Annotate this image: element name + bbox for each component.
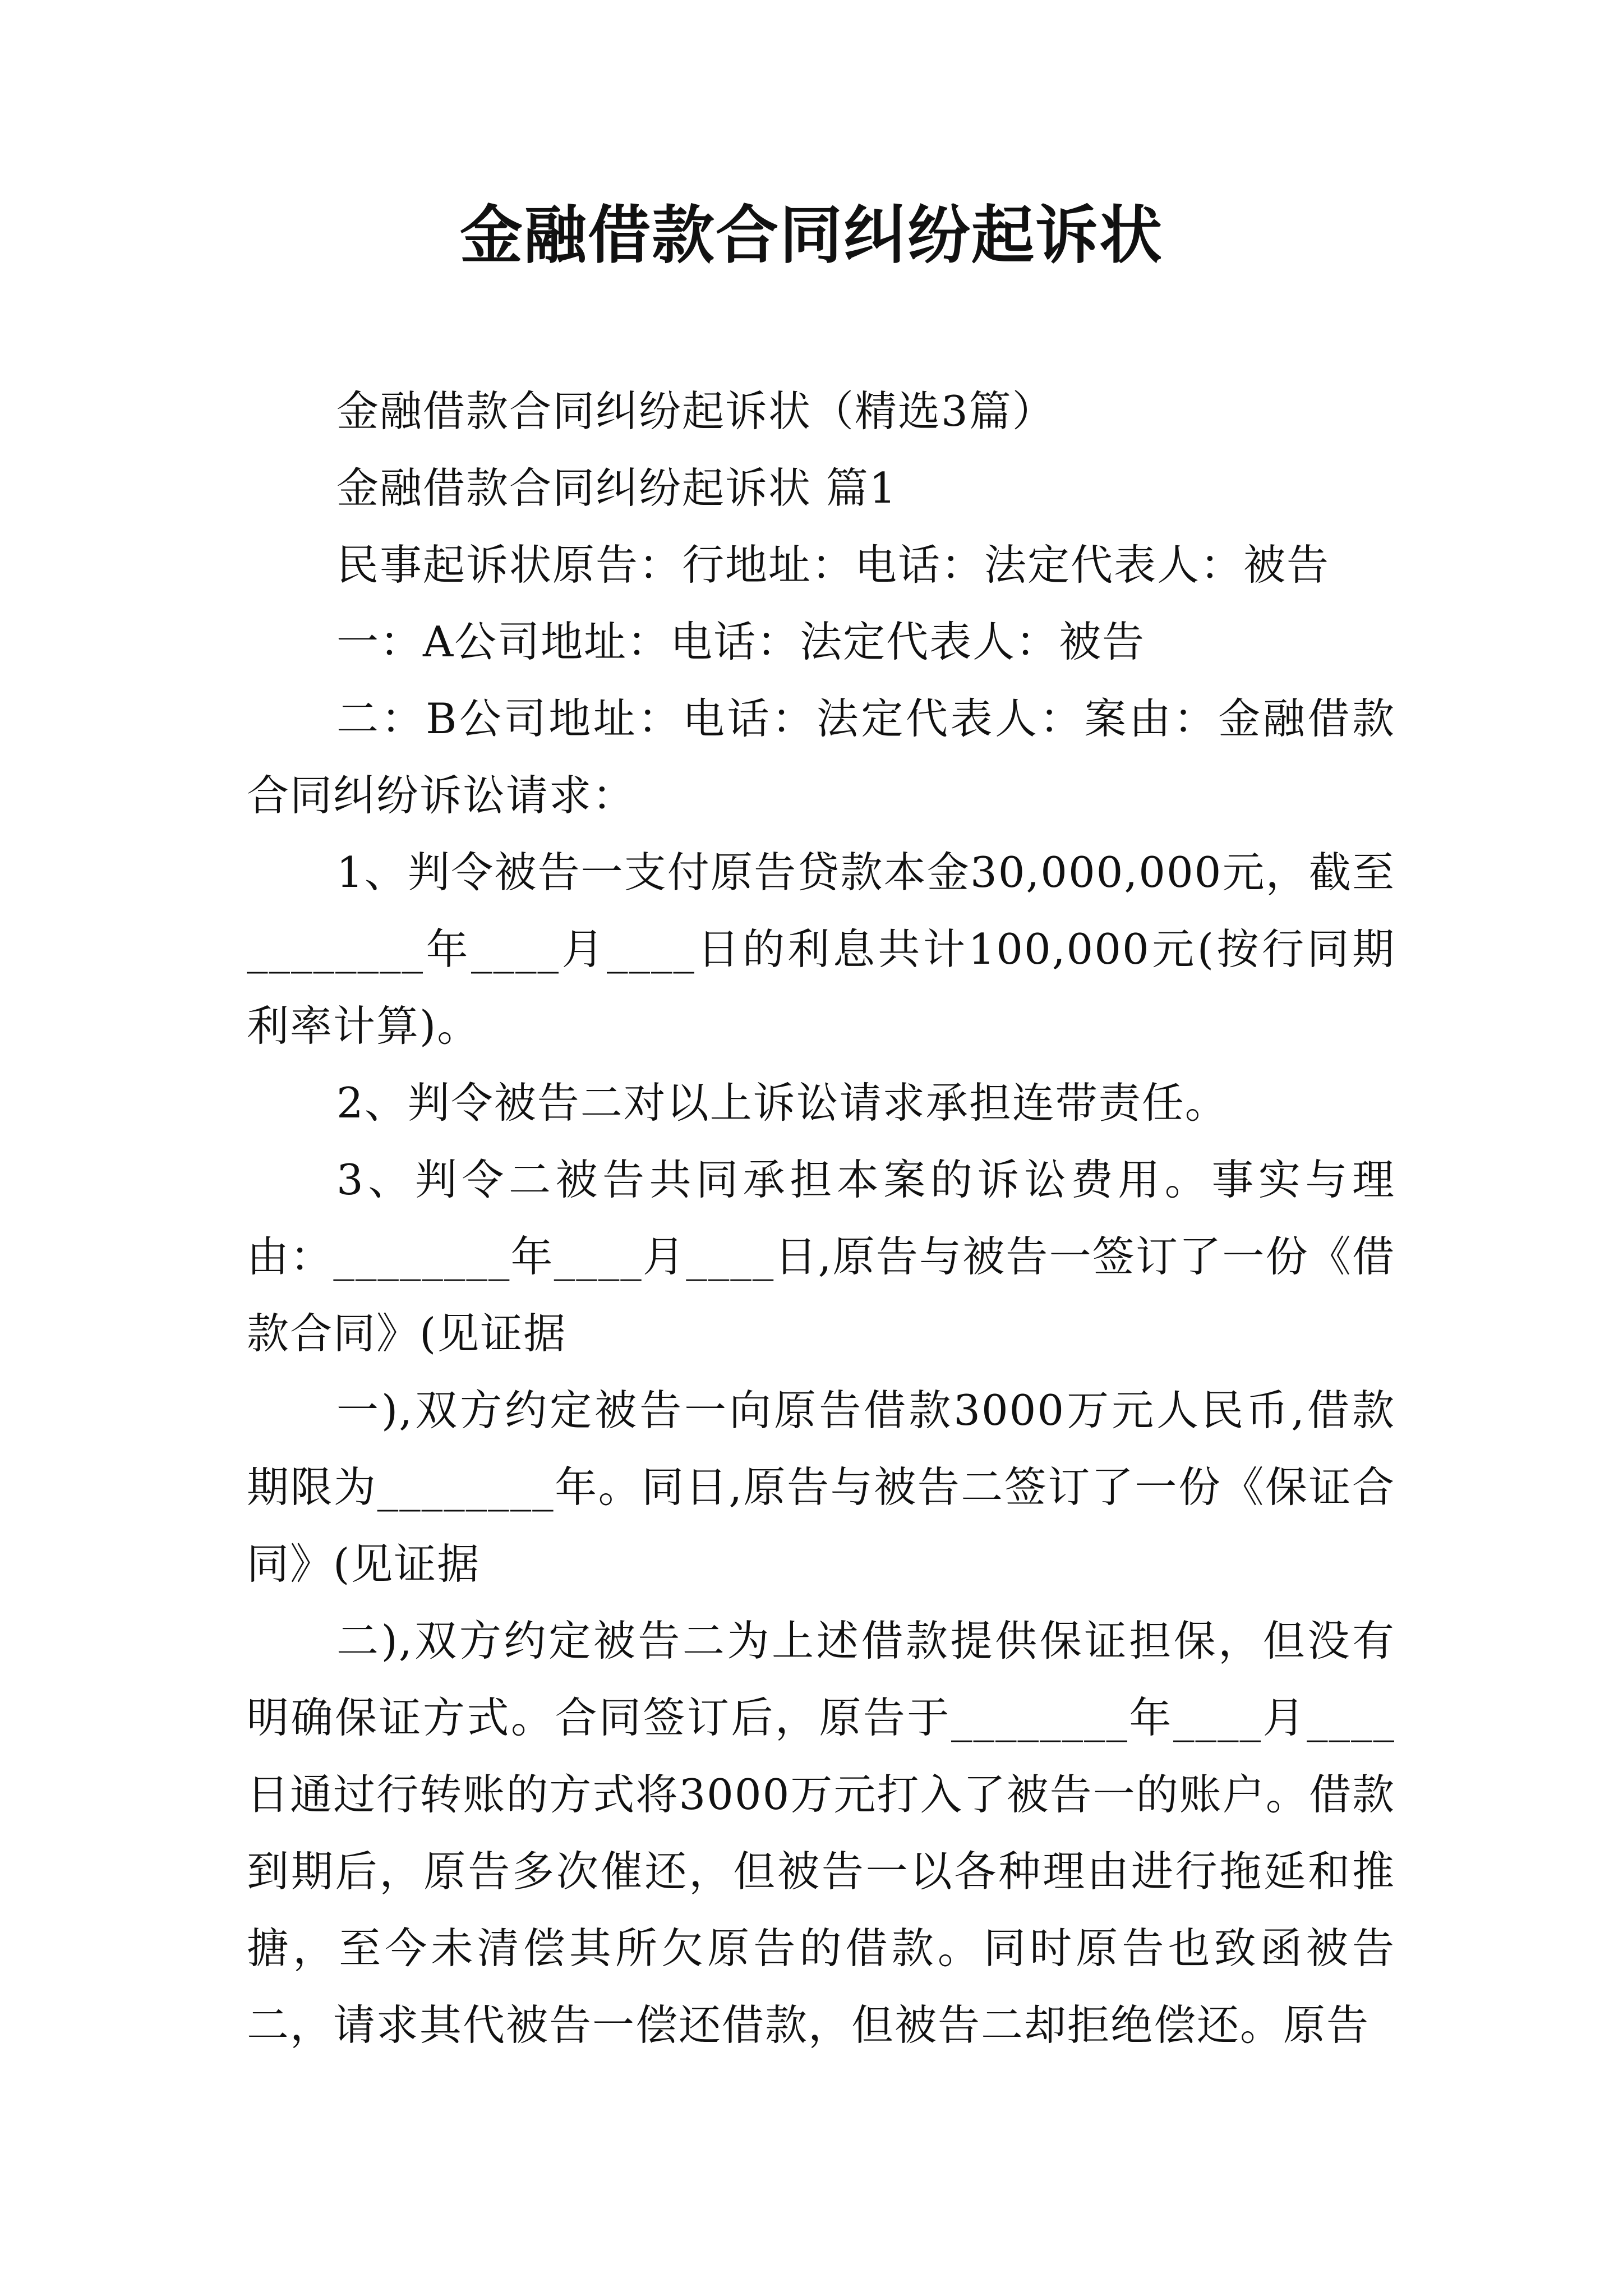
- paragraph-claim-1: 1、判令被告一支付原告贷款本金30,000,000元，截至________年____月____日的利息共计100,000元(按行同期利率计算)。: [247, 848, 1395, 1051]
- document-body: [247, 373, 1395, 2064]
- paragraph-defendant-two: 二：B公司地址：电话：法定代表人：案由：金融借款合同纠纷诉讼请求：: [247, 694, 1395, 820]
- paragraph-evidence-2: 二),双方约定被告二为上述借款提供保证担保，但没有明确保证方式。合同签订后，原告于________年____月____日通过行转账的方式将3000万元打入了被告一的账户。借款到期后，原告多次催还，但被告一以各种理由进行拖延和推搪，至今未清偿其所欠原告的借款。同时原告也致函被告二，请求其代被告一偿还借款，但被告二却拒绝偿还。原告: [247, 1616, 1395, 2050]
- paragraph-evidence-1: 一),双方约定被告一向原告借款3000万元人民币,借款期限为________年。同日,原告与被告二签订了一份《保证合同》(见证据: [247, 1386, 1395, 1589]
- paragraph-section-heading: 金融借款合同纠纷起诉状 篇1: [336, 463, 897, 513]
- paragraph-claim-3: 3、判令二被告共同承担本案的诉讼费用。事实与理由：________年____月____日,原告与被告一签订了一份《借款合同》(见证据: [247, 1155, 1395, 1358]
- paragraph-subtitle: 金融借款合同纠纷起诉状（精选3篇）: [336, 386, 1055, 436]
- document-title: 金融借款合同纠纷起诉状: [460, 199, 1163, 272]
- paragraph-claim-2: 2、判令被告二对以上诉讼请求承担连带责任。: [336, 1078, 1228, 1128]
- paragraph-defendant-one: 一：A公司地址：电话：法定代表人：被告: [336, 617, 1146, 666]
- paragraph-parties: 民事起诉状原告：行地址：电话：法定代表人：被告: [336, 540, 1330, 590]
